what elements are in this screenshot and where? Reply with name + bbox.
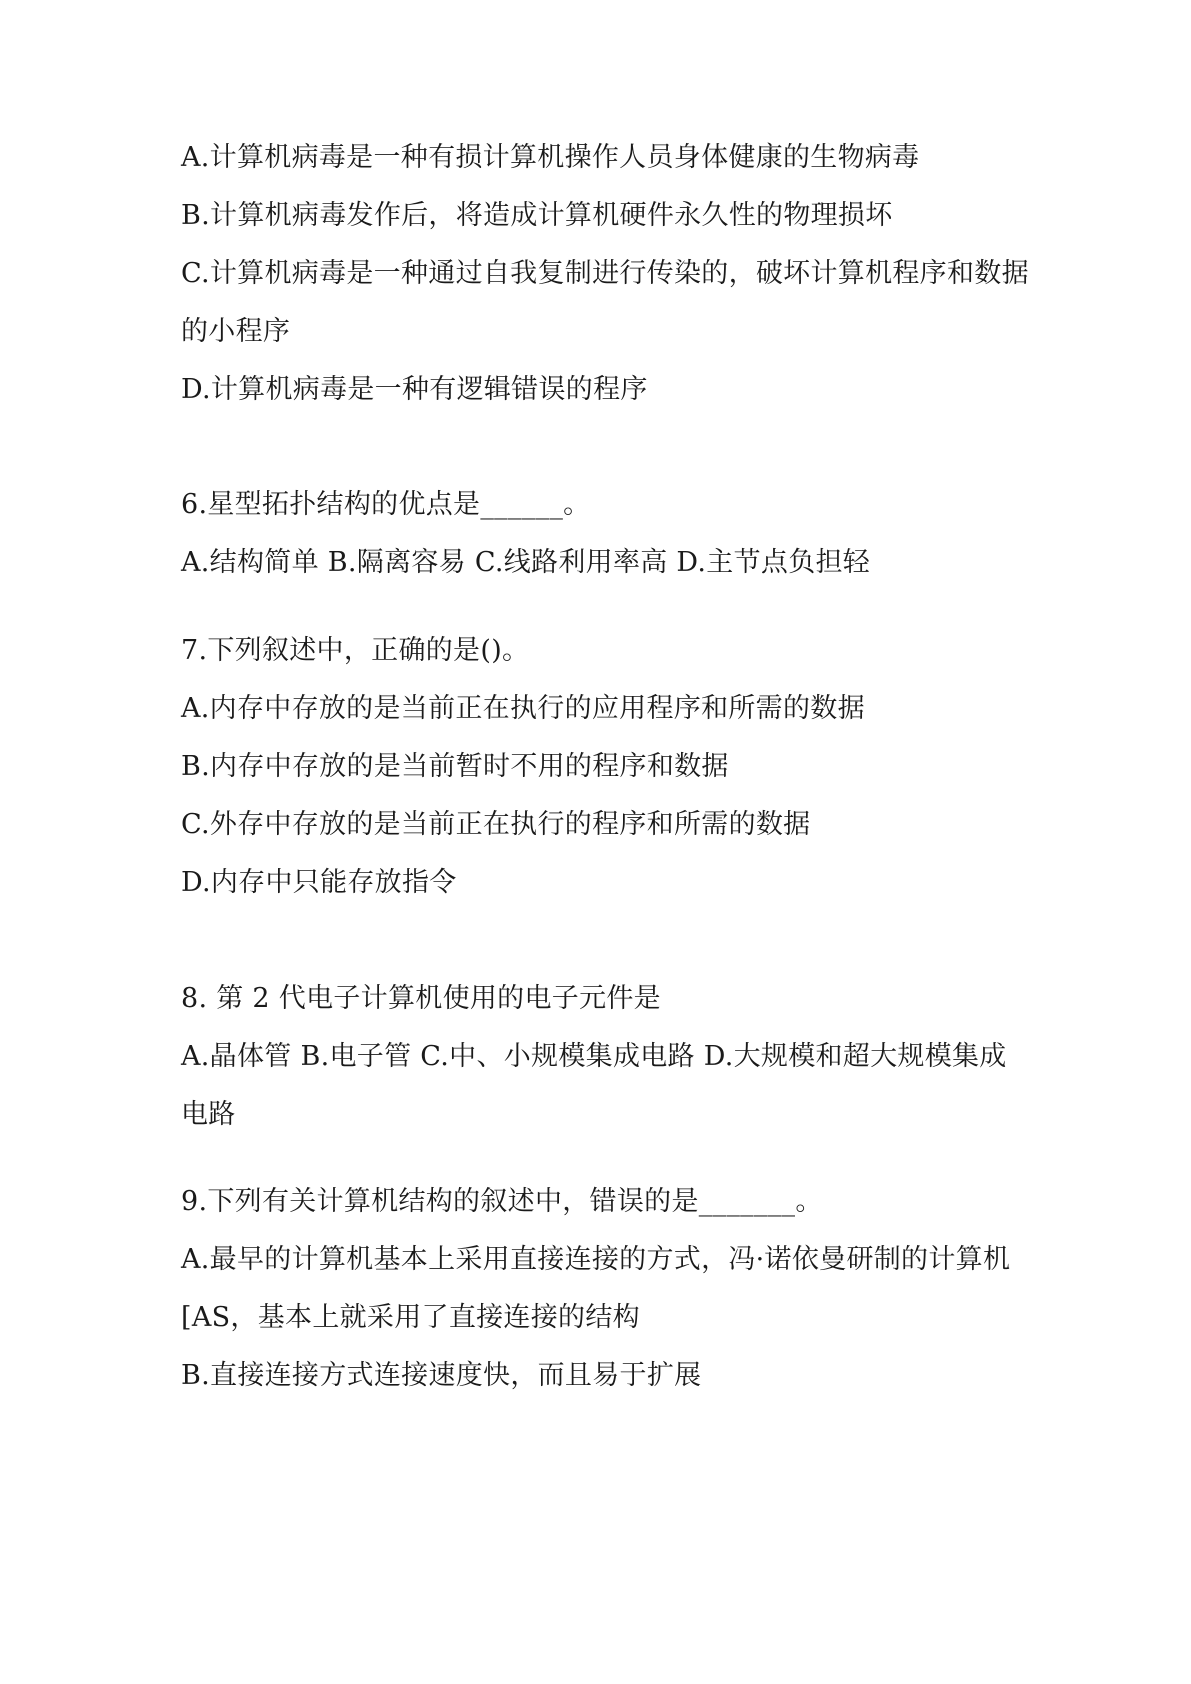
q8-options-cont: 电路: [181, 1099, 236, 1130]
q7-option-b: B.内存中存放的是当前暂时不用的程序和数据: [181, 751, 729, 782]
q5-option-d: D.计算机病毒是一种有逻辑错误的程序: [181, 374, 648, 405]
q7-option-c: C.外存中存放的是当前正在执行的程序和所需的数据: [181, 809, 811, 840]
q8-question: 8. 第 2 代电子计算机使用的电子元件是: [181, 983, 661, 1014]
q7-question: 7.下列叙述中，正确的是()。: [181, 635, 530, 666]
q5-option-c: C.计算机病毒是一种通过自我复制进行传染的，破坏计算机程序和数据: [181, 258, 1029, 289]
q5-option-a: A.计算机病毒是一种有损计算机操作人员身体健康的生物病毒: [181, 142, 920, 173]
q7-option-d: D.内存中只能存放指令: [181, 867, 457, 898]
q7-option-a: A.内存中存放的是当前正在执行的应用程序和所需的数据: [181, 693, 865, 724]
q9-option-b: B.直接连接方式连接速度快，而且易于扩展: [181, 1360, 702, 1391]
q5-option-c-cont: 的小程序: [181, 316, 291, 347]
q5-option-b: B.计算机病毒发作后，将造成计算机硬件永久性的物理损坏: [181, 200, 893, 231]
q6-options: A.结构简单 B.隔离容易 C.线路利用率高 D.主节点负担轻: [181, 547, 871, 578]
q9-option-a: A.最早的计算机基本上采用直接连接的方式，冯·诺依曼研制的计算机: [181, 1244, 1011, 1275]
q9-option-a-cont: [AS，基本上就采用了直接连接的结构: [181, 1302, 640, 1333]
q6-question: 6.星型拓扑结构的优点是______。: [181, 489, 591, 520]
q8-options: A.晶体管 B.电子管 C.中、小规模集成电路 D.大规模和超大规模集成: [181, 1041, 1007, 1072]
q9-question: 9.下列有关计算机结构的叙述中，错误的是_______。: [181, 1186, 823, 1217]
